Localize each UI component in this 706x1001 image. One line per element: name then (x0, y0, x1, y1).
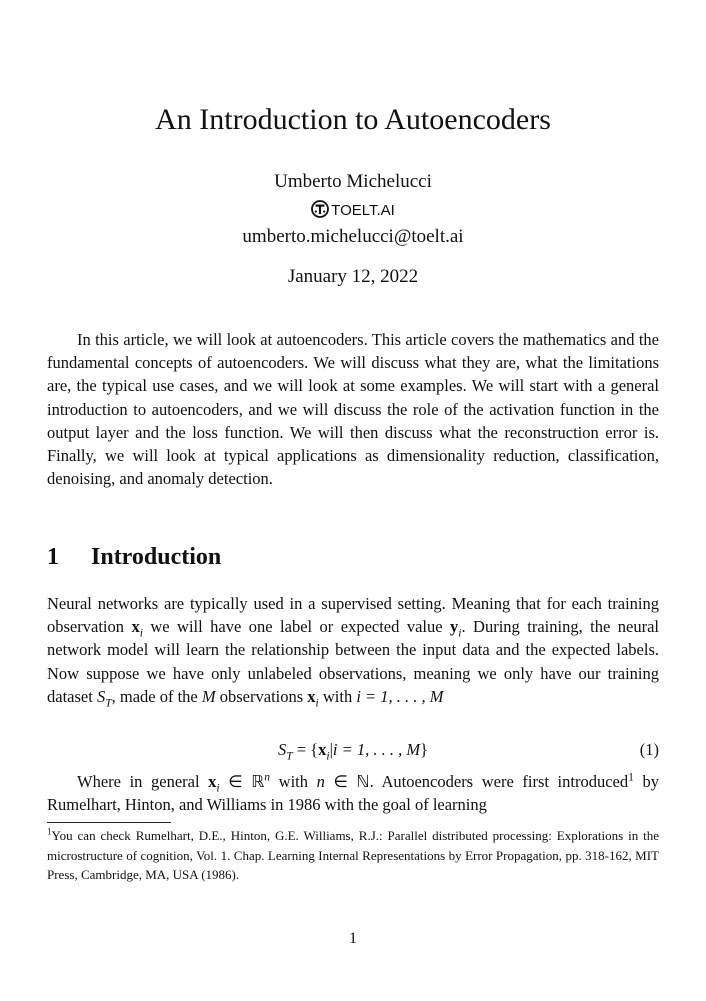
footnote (47, 826, 659, 885)
affiliation (0, 200, 706, 221)
equation-expression: $S_T = \{x_i|i = 1$, . . . , M} (277, 740, 429, 763)
equation-1 (47, 738, 659, 762)
toelt-logo-icon (311, 200, 329, 218)
author-email: umberto.michelucci@toelt.ai (242, 226, 464, 247)
abstract: In this article, we will look at autoencoders. This article covers the mathematics and the fundamental concepts of autoencoders. We will discuss what they are, what the limitations are, the typical use cases, and we will look at some examples. We will start with a general introduction to autoencoders, and we will discuss the role of the activation function in the output layer and the loss function. We will then discuss what the reconstruction error is. Finally, we will look at typical applications as dimensionality reduction, classification, denoising, and anomaly detection. (47, 330, 659, 489)
intro-paragraph: Neural networks are typically used in a supervised setting. Meaning that for each training observation $x_i$ we will have one label or expected value $y_i$. During training, the neural network model will learn the relationship between the input data and the expected labels. Now suppose we have only unlabeled observations, meaning we only have our training dataset $S_T$, made of the M observations $x_i$ with i = 1, . . . , M (47, 594, 659, 710)
paper-title: An Introduction to Autoencoders (155, 103, 551, 136)
section-heading (47, 542, 221, 572)
footnote-rule (47, 822, 171, 823)
footnote-text: You can check Rumelhart, D.E., Hinton, G.E. Williams, R.J.: Parallel distributed processing: Explorations in the microstructure of cognition, Vol. 1. Chap. Learning Internal Representations by Error Propagation, pp. 318-162, MIT Press, Cambridge, MA, USA (1986). (47, 828, 659, 882)
footnote-ref: 1 (628, 771, 634, 784)
second-paragraph: Where in general $x_i$ ∈ ℝ$^n$ with n ∈ ℕ. Autoencoders were first introduced$^1$ by Rumelhart, Hinton, and Williams in 1986 with the goal of learning (47, 771, 659, 815)
affiliation-name: TOELT.AI (331, 202, 395, 219)
page-number: 1 (349, 930, 357, 947)
section-number: 1 (47, 544, 59, 570)
equation-number: (1) (639, 740, 659, 759)
footnote-marker: 1 (47, 826, 52, 837)
author-name: Umberto Michelucci (274, 171, 432, 192)
section-title: Introduction (91, 544, 222, 570)
paper-date: January 12, 2022 (287, 266, 419, 287)
